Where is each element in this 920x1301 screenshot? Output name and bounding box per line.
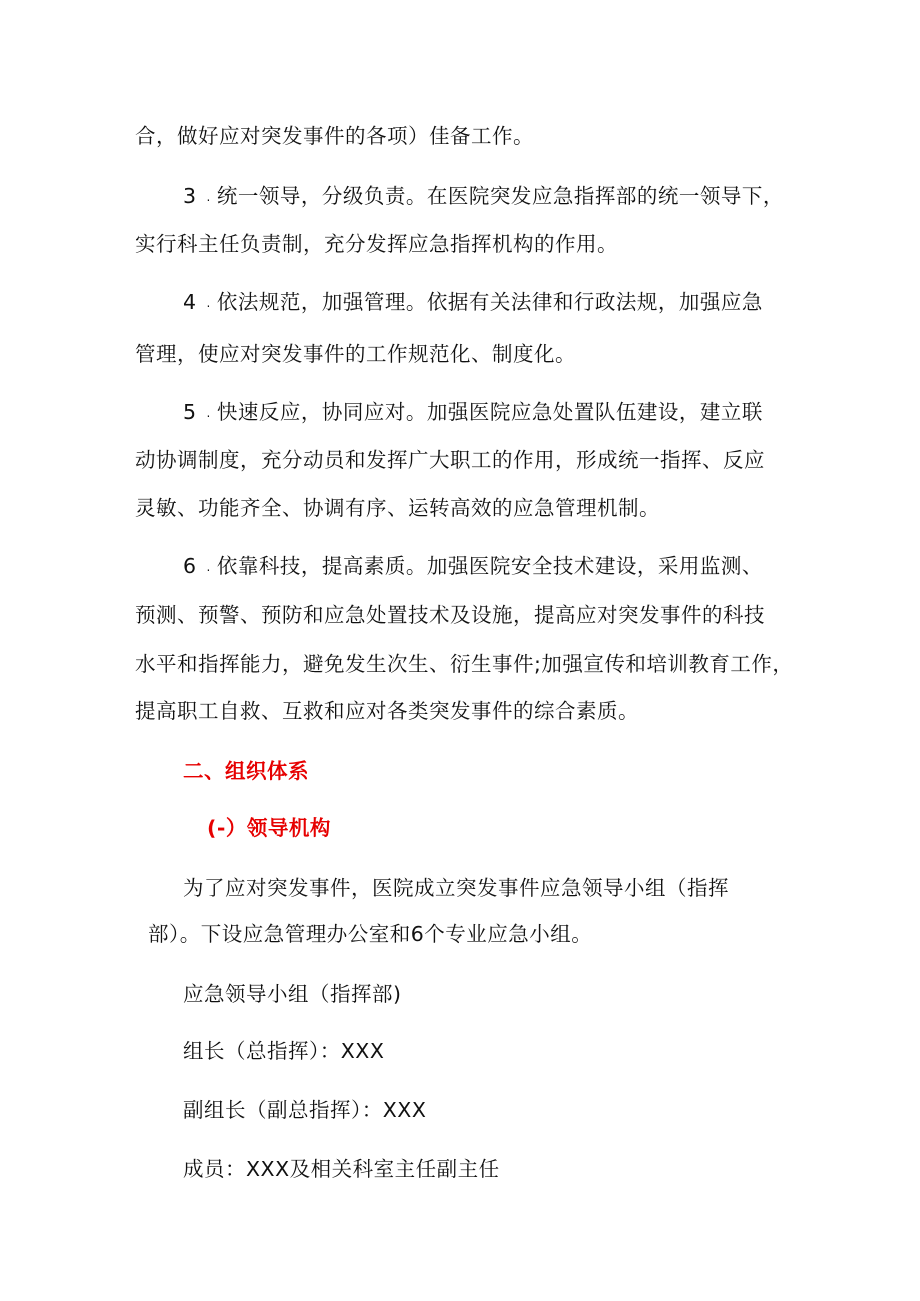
paragraph-4-line1	[183, 288, 763, 317]
paragraph-6-line1	[183, 552, 763, 581]
paragraph-4-line2: 管理，使应对突发事件的工作规范化、制度化。	[135, 342, 576, 366]
paragraph-3-line1	[183, 182, 784, 211]
paragraph-line: 合，做好应对突发事件的各项）佳备工作。	[135, 124, 534, 148]
paragraph-5-line1	[183, 398, 763, 427]
dot-icon: .	[206, 406, 211, 420]
dot-icon: .	[206, 190, 211, 204]
paragraph-6-line2: 预测、预警、预防和应急处置技术及设施，提高应对突发事件的科技	[135, 603, 765, 627]
intro-line1: 为了应对突发事件，医院成立突发事件应急领导小组（指挥	[183, 876, 729, 900]
item-number: 6	[183, 554, 197, 578]
deputy-line: 副组长（副总指挥）：XXX	[183, 1098, 427, 1122]
section-heading: 二、组织体系	[183, 759, 309, 783]
intro-line2: 部）。下设应急管理办公室和6个专业应急小组。	[148, 922, 593, 946]
group-title: 应急领导小组（指挥部)	[183, 982, 402, 1006]
dot-icon: .	[206, 560, 211, 574]
item-number: 3	[183, 184, 197, 208]
paragraph-3-line2: 实行科主任负责制，充分发挥应急指挥机构的作用。	[135, 232, 618, 256]
leader-line: 组长（总指挥）：XXX	[183, 1039, 385, 1063]
item-number: 5	[183, 400, 197, 424]
paragraph-text: 依靠科技，提高素质。加强医院安全技术建设，采用监测、	[216, 554, 763, 578]
dot-icon: .	[206, 296, 211, 310]
paragraph-text: 依法规范，加强管理。依据有关法律和行政法规，加强应急	[216, 290, 763, 314]
subsection-heading: (-）领导机构	[207, 816, 331, 840]
paragraph-text: 快速反应，协同应对。加强医院应急处置队伍建设，建立联	[216, 400, 763, 424]
members-line: 成员：XXX及相关科室主任副主任	[183, 1157, 500, 1181]
paragraph-6-line4: 提高职工自救、互救和应对各类突发事件的综合素质。	[135, 699, 639, 723]
paragraph-6-line3: 水平和指挥能力，避免发生次生、衍生事件;加强宣传和培训教育工作，	[135, 652, 794, 676]
item-number: 4	[183, 290, 197, 314]
paragraph-text: 统一领导，分级负责。在医院突发应急指挥部的统一领导下，	[216, 184, 784, 208]
paragraph-5-line3: 灵敏、功能齐全、协调有序、运转高效的应急管理机制。	[135, 496, 660, 520]
paragraph-5-line2: 动协调制度，充分动员和发挥广大职工的作用，形成统一指挥、反应	[135, 448, 765, 472]
